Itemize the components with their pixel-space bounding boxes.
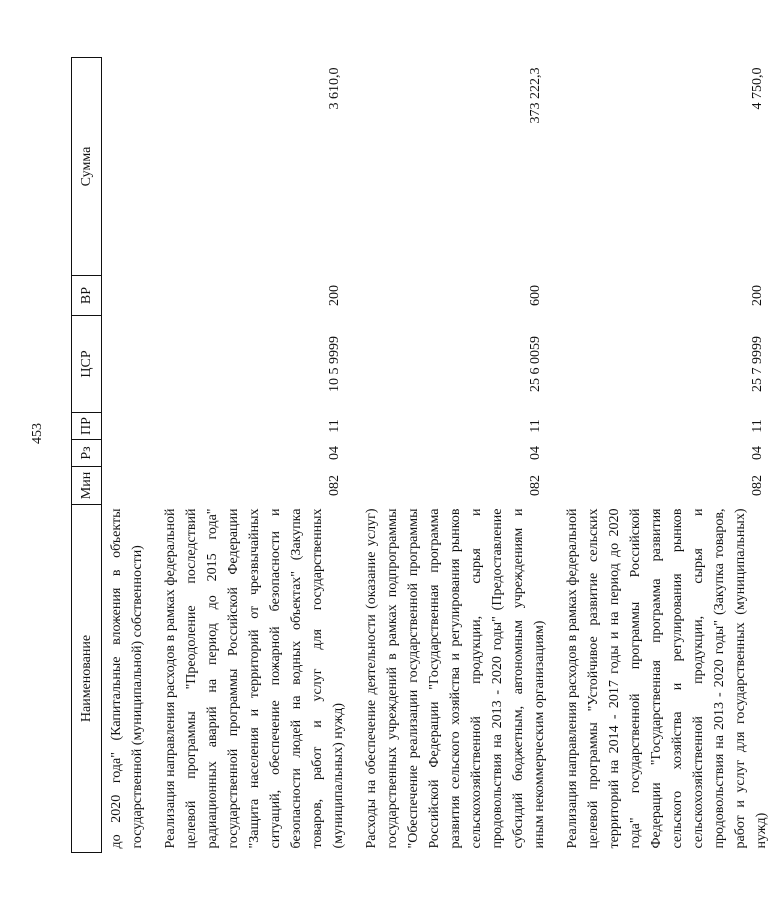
row-rz: 04 bbox=[750, 446, 765, 460]
header-min: Мин bbox=[72, 467, 102, 505]
row-sum: 4 750,0 bbox=[750, 67, 765, 110]
row-rz: 04 bbox=[327, 446, 342, 460]
row-min bbox=[102, 467, 149, 505]
row-min: 082 bbox=[750, 475, 765, 496]
table-row bbox=[558, 58, 772, 853]
row-sum bbox=[102, 58, 149, 276]
header-pr: ПР bbox=[72, 413, 102, 440]
row-csr: 25 7 9999 bbox=[750, 336, 765, 392]
row-csr: 25 6 0059 bbox=[528, 336, 543, 392]
table-row bbox=[102, 58, 149, 853]
rotated-page-content bbox=[71, 58, 769, 853]
row-pr: 11 bbox=[750, 419, 765, 433]
table-row bbox=[156, 58, 349, 853]
row-name: Реализация направления расходов в рамках федеральной целевой программы "Устойчивое развитие сельских территорий на 2014 - 2017 годы и на период до 2020 года" государственной программы Российской Федерации "Государственная программа развития сельского хозяйства и регулирования рынков сельскохозяйственной продукции, сырья и продовольствия на 2013 - 2020 годы" (Закупка товаров, работ и услуг для государственных (муниципальных) нужд) bbox=[565, 508, 769, 849]
row-min: 082 bbox=[528, 475, 543, 496]
header-rz: Рз bbox=[72, 440, 102, 467]
header-csr: ЦСР bbox=[72, 316, 102, 413]
page-number: 453 bbox=[30, 423, 45, 444]
row-pr bbox=[102, 413, 149, 440]
row-rz bbox=[102, 440, 149, 467]
row-sum: 3 610,0 bbox=[327, 67, 342, 110]
row-csr bbox=[102, 316, 149, 413]
header-vr: ВР bbox=[72, 276, 102, 316]
row-vr bbox=[102, 276, 149, 316]
row-name: Расходы на обеспечение деятельности (оказание услуг) государственных учреждений в рамках подпрограммы "Обеспечение реализации государственной программы Российской Федерации "Государственная программа развития сельского хозяйства и регулирования рынков сельскохозяйственной продукции, сырья и продовольствия на 2013 - 2020 годы" (Предоставление субсидий бюджетным, автономным учреждениям и иным некоммерческим организациям) bbox=[364, 508, 547, 849]
row-vr: 600 bbox=[528, 285, 543, 306]
table-row bbox=[357, 58, 550, 853]
row-rz: 04 bbox=[528, 446, 543, 460]
header-name: Наименование bbox=[72, 505, 102, 853]
row-vr: 200 bbox=[327, 285, 342, 306]
row-name: Реализация направления расходов в рамках федеральной целевой программы "Преодоление последствий радиационных аварий на период до 2015 года" государственной программы Российской Федерации "Защита населения и территорий от чрезвычайных ситуаций, обеспечение пожарной безопасности и безопасности людей на водных объектах" (Закупка товаров, работ и услуг для государственных (муниципальных) нужд) bbox=[163, 508, 346, 849]
row-pr: 11 bbox=[327, 419, 342, 433]
table-header bbox=[72, 58, 102, 853]
row-vr: 200 bbox=[750, 285, 765, 306]
row-sum: 373 222,3 bbox=[528, 67, 543, 124]
header-sum: Сумма bbox=[72, 58, 102, 276]
row-pr: 11 bbox=[528, 419, 543, 433]
row-min: 082 bbox=[327, 475, 342, 496]
budget-table bbox=[71, 57, 772, 853]
row-csr: 10 5 9999 bbox=[327, 336, 342, 392]
row-name: до 2020 года" (Капитальные вложения в объекты государственной (муниципальной) собственности) bbox=[109, 508, 145, 849]
